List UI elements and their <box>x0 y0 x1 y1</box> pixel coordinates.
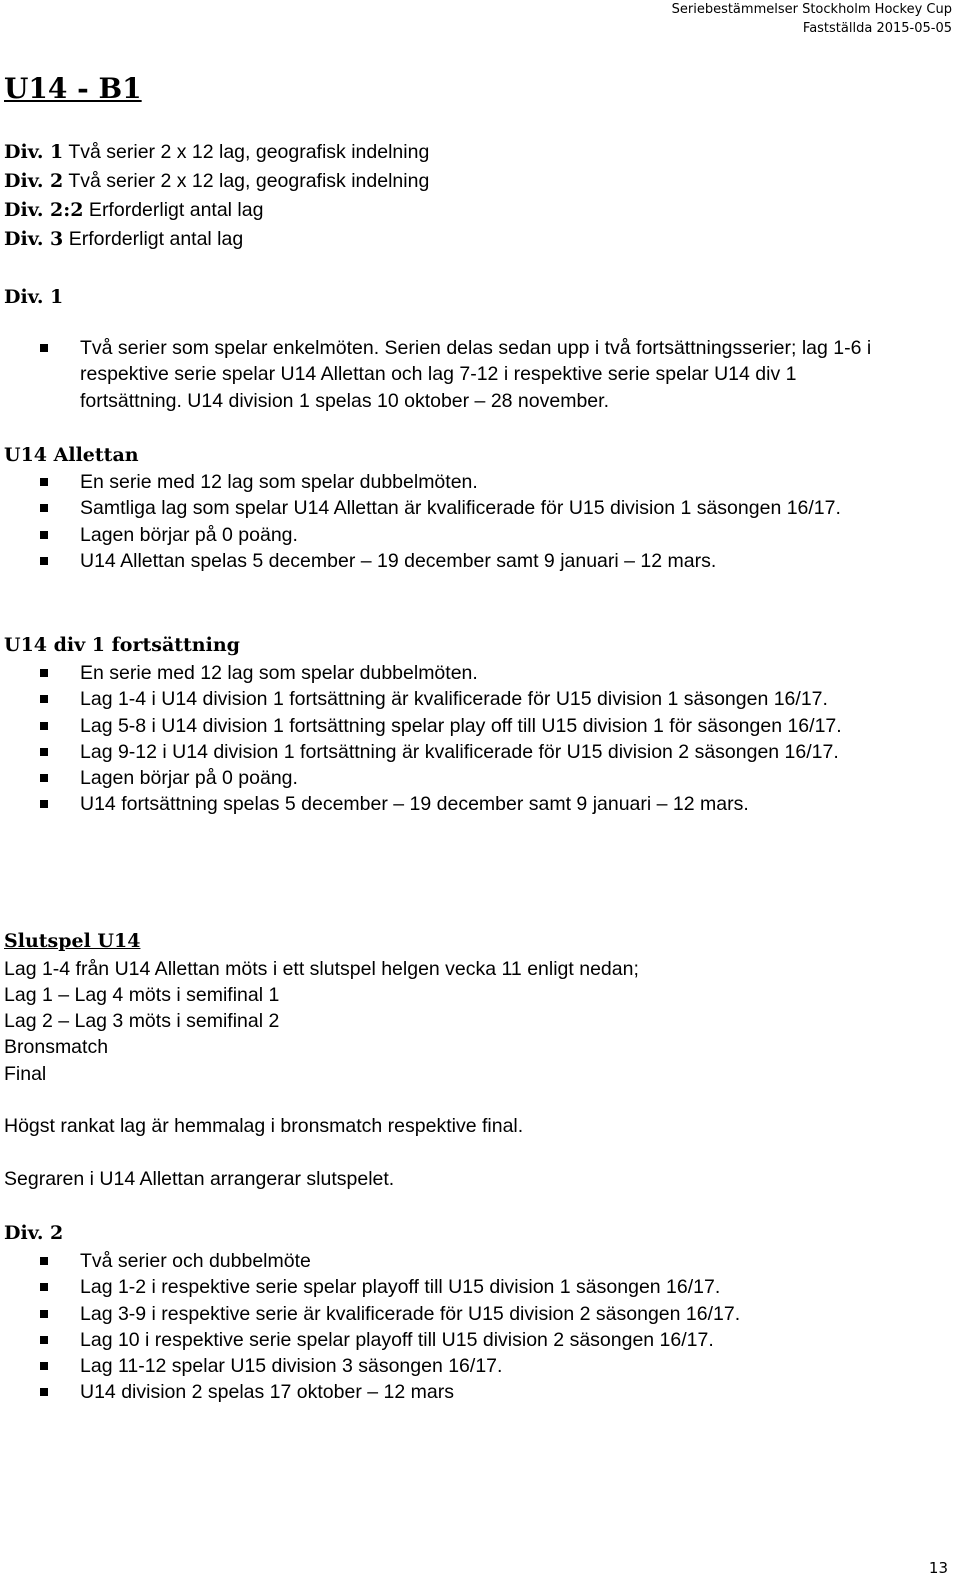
bullet-icon <box>40 774 48 782</box>
allettan-heading: U14 Allettan <box>4 444 139 466</box>
bullet-icon <box>40 531 48 539</box>
slutspel-line-3: Lag 2 – Lag 3 möts i semifinal 2 <box>4 1010 280 1032</box>
bullet-icon <box>40 748 48 756</box>
slutspel-line-2: Lag 1 – Lag 4 möts i semifinal 1 <box>4 984 280 1006</box>
bullet-icon <box>40 1388 48 1396</box>
list-item: Lagen börjar på 0 poäng. <box>0 522 900 548</box>
list-item: Lag 1-2 i respektive serie spelar playoff till U15 division 1 säsongen 16/17. <box>0 1274 900 1300</box>
list-item: Lagen börjar på 0 poäng. <box>0 765 900 791</box>
list-item: Lag 11-12 spelar U15 division 3 säsongen 16/17. <box>0 1353 900 1379</box>
list-item: Lag 1-4 i U14 division 1 fortsättning är kvalificerade för U15 division 1 säsongen 16/17. <box>0 686 900 712</box>
page-number: 13 <box>928 1559 948 1577</box>
list-item: Samtliga lag som spelar U14 Allettan är kvalificerade för U15 division 1 säsongen 16/17. <box>0 495 900 521</box>
div1-heading: Div. 1 <box>4 286 64 308</box>
bullet-icon <box>40 695 48 703</box>
slutspel-line-1: Lag 1-4 från U14 Allettan möts i ett slutspel helgen vecka 11 enligt nedan; <box>4 958 639 980</box>
list-item: U14 fortsättning spelas 5 december – 19 december samt 9 januari – 12 mars. <box>0 791 900 817</box>
list-item: En serie med 12 lag som spelar dubbelmöten. <box>0 660 900 686</box>
list-item: U14 division 2 spelas 17 oktober – 12 mars <box>0 1379 900 1405</box>
div-summary-4: Div. 3 Erforderligt antal lag <box>4 228 244 250</box>
list-item: U14 Allettan spelas 5 december – 19 december samt 9 januari – 12 mars. <box>0 548 900 574</box>
div-summary-2: Div. 2 Två serier 2 x 12 lag, geografisk indelning <box>4 170 430 192</box>
page-header <box>672 0 952 38</box>
list-item: Lag 5-8 i U14 division 1 fortsättning spelar play off till U15 division 1 för säsongen 16/17. <box>0 713 900 739</box>
list-item: Lag 9-12 i U14 division 1 fortsättning är kvalificerade för U15 division 2 säsongen 16/17. <box>0 739 900 765</box>
header-date: Fastställda 2015-05-05 <box>802 21 952 36</box>
slutspel-heading: Slutspel U14 <box>4 930 141 952</box>
bullet-icon <box>40 1310 48 1318</box>
list-item: En serie med 12 lag som spelar dubbelmöten. <box>0 469 900 495</box>
slutspel-line-4: Bronsmatch <box>4 1036 109 1058</box>
bullet-icon <box>40 557 48 565</box>
list-item: Lag 10 i respektive serie spelar playoff till U15 division 2 säsongen 16/17. <box>0 1327 900 1353</box>
bullet-icon <box>40 1257 48 1265</box>
slutspel-line-5: Final <box>4 1063 47 1085</box>
div1-list <box>0 335 900 414</box>
bullet-icon <box>40 478 48 486</box>
div1fort-list <box>0 660 900 818</box>
div-summary-3: Div. 2:2 Erforderligt antal lag <box>4 199 264 221</box>
list-item: Lag 3-9 i respektive serie är kvalificerade för U15 division 2 säsongen 16/17. <box>0 1301 900 1327</box>
div2-list <box>0 1248 900 1406</box>
bullet-icon <box>40 1283 48 1291</box>
page-title: U14 - B1 <box>4 72 142 105</box>
bullet-icon <box>40 669 48 677</box>
header-title: Seriebestämmelser Stockholm Hockey Cup <box>671 2 952 17</box>
div1fort-heading: U14 div 1 fortsättning <box>4 634 240 656</box>
bullet-icon <box>40 1362 48 1370</box>
list-item: Två serier och dubbelmöte <box>0 1248 900 1274</box>
bullet-icon <box>40 722 48 730</box>
slutspel-para-1: Högst rankat lag är hemmalag i bronsmatch respektive final. <box>4 1115 524 1137</box>
bullet-icon <box>40 800 48 808</box>
list-item: Två serier som spelar enkelmöten. Serien delas sedan upp i två fortsättningsserier; lag 1-6 i respektive serie spelar U14 Allettan och lag 7-12 i respektive serie spelar U14 div 1 fortsättning. U14 division 1 spelas 10 oktober – 28 november. <box>0 335 900 414</box>
bullet-icon <box>40 344 48 352</box>
allettan-list <box>0 469 900 574</box>
div2-heading: Div. 2 <box>4 1222 64 1244</box>
bullet-icon <box>40 1336 48 1344</box>
bullet-icon <box>40 504 48 512</box>
div-summary-1: Div. 1 Två serier 2 x 12 lag, geografisk indelning <box>4 141 430 163</box>
slutspel-para-2: Segraren i U14 Allettan arrangerar slutspelet. <box>4 1168 395 1190</box>
